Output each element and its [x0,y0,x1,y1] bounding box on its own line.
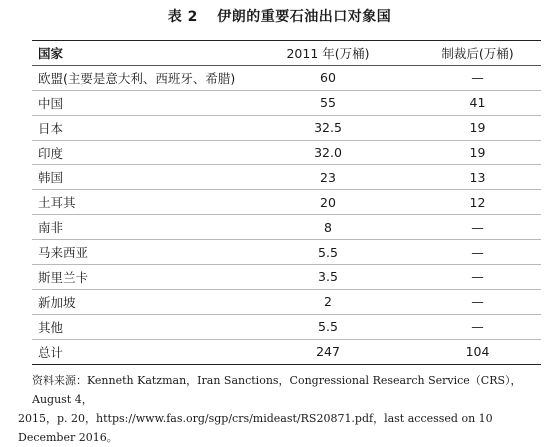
table-row [32,90,541,115]
cell-country: 马来西亚 [32,240,242,265]
cell-after-sanctions: 19 [414,115,541,140]
table-title [0,6,559,26]
cell-after-sanctions: 104 [414,339,541,364]
cell-2011: 5.5 [242,240,414,265]
cell-country: 印度 [32,140,242,165]
cell-country: 中国 [32,90,242,115]
table-row [32,115,541,140]
source-note [18,371,552,447]
cell-after-sanctions: — [414,240,541,265]
table-row [32,165,541,190]
oil-export-table [32,40,541,365]
table-row [32,240,541,265]
cell-2011: 32.5 [242,115,414,140]
cell-country: 欧盟(主要是意大利、西班牙、希腊) [32,65,242,90]
table-row [32,265,541,290]
table-caption: 伊朗的重要石油出口对象国 [217,9,392,25]
source-line-2: 2015，p. 20，https://www.fas.org/sgp/crs/mideast/RS20871.pdf，last accessed on 10 December 2016。 [18,412,493,444]
cell-country: 南非 [32,215,242,240]
cell-after-sanctions: — [414,265,541,290]
cell-2011: 5.5 [242,314,414,339]
cell-country: 其他 [32,314,242,339]
table-row [32,65,541,90]
cell-2011: 32.0 [242,140,414,165]
table-header-row [32,41,541,66]
cell-country: 日本 [32,115,242,140]
table-row [32,140,541,165]
cell-2011: 60 [242,65,414,90]
table-row [32,215,541,240]
cell-2011: 23 [242,165,414,190]
table-number: 表 2 [167,9,198,25]
cell-2011: 3.5 [242,265,414,290]
cell-after-sanctions: 13 [414,165,541,190]
cell-after-sanctions: 41 [414,90,541,115]
cell-2011: 8 [242,215,414,240]
cell-2011: 20 [242,190,414,215]
table-row [32,289,541,314]
cell-2011: 247 [242,339,414,364]
table-row [32,339,541,364]
cell-country: 新加坡 [32,289,242,314]
cell-country: 土耳其 [32,190,242,215]
cell-after-sanctions: — [414,289,541,314]
table-row [32,190,541,215]
table-row [32,314,541,339]
cell-country: 总计 [32,339,242,364]
cell-country: 韩国 [32,165,242,190]
cell-2011: 55 [242,90,414,115]
cell-after-sanctions: 19 [414,140,541,165]
cell-after-sanctions: 12 [414,190,541,215]
header-2011: 2011 年(万桶) [242,41,414,66]
source-line-1: 资料来源：Kenneth Katzman，Iran Sanctions，Congressional Research Service（CRS），August 4， [32,374,522,406]
cell-after-sanctions: — [414,65,541,90]
cell-2011: 2 [242,289,414,314]
cell-after-sanctions: — [414,314,541,339]
cell-country: 斯里兰卡 [32,265,242,290]
cell-after-sanctions: — [414,215,541,240]
header-country: 国家 [32,41,242,66]
header-after-sanctions: 制裁后(万桶) [414,41,541,66]
